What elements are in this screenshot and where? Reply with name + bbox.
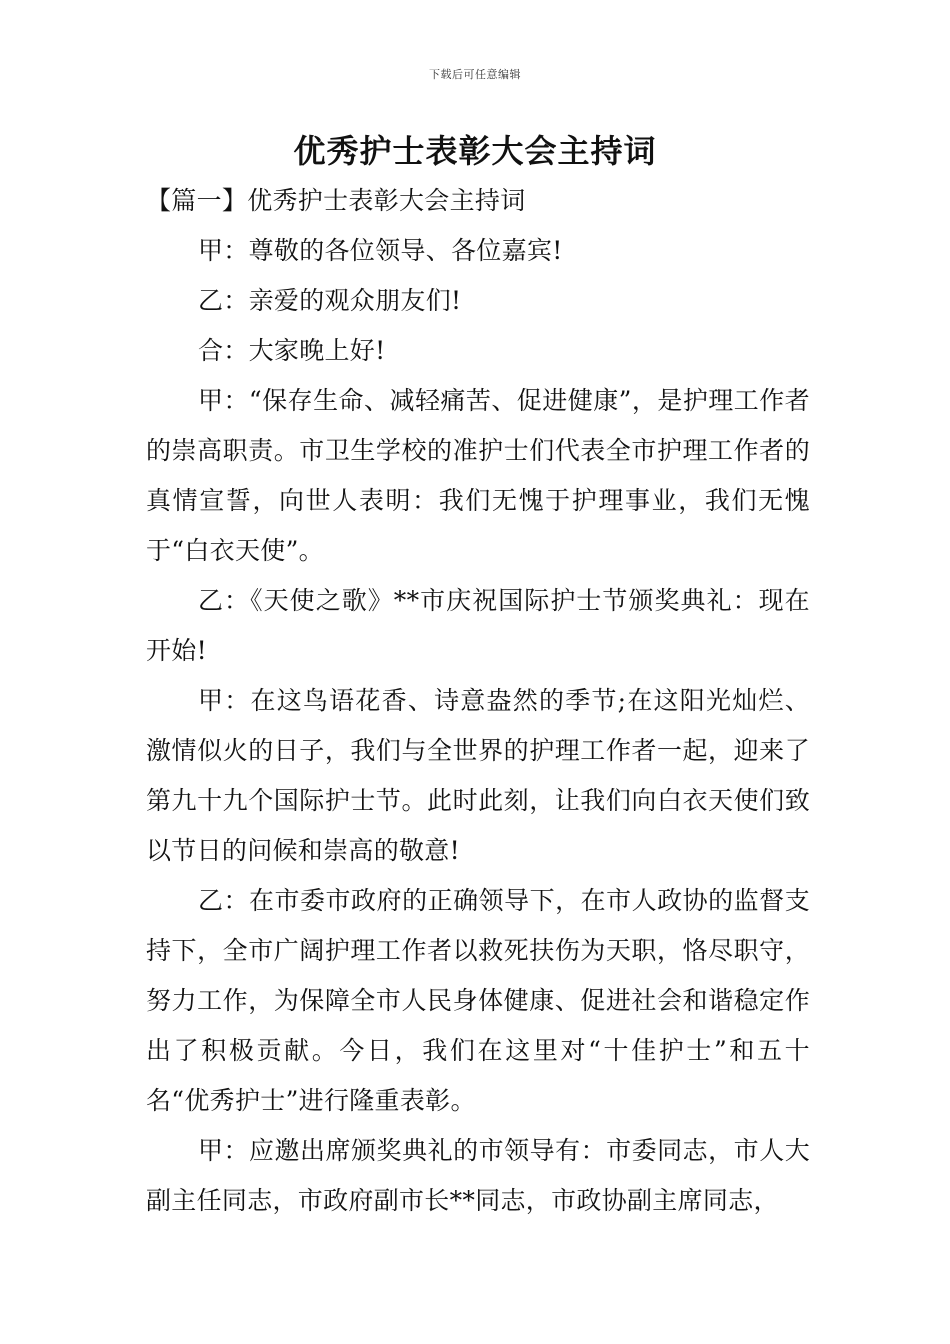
paragraph: 甲：“保存生命、减轻痛苦、促进健康”，是护理工作者的崇高职责。市卫生学校的准护士们代表全市护理工作者的真情宣誓，向世人表明：我们无愧于护理事业，我们无愧于“白衣天使”。 [146, 386, 810, 565]
paragraph: 甲：应邀出席颁奖典礼的市领导有：市委同志，市人大副主任同志，市政府副市长**同志，市政协副主席同志， [146, 1136, 810, 1215]
document-body [146, 176, 810, 1226]
paragraph: 乙：《天使之歌》**市庆祝国际护士节颁奖典礼：现在开始! [146, 586, 810, 665]
paragraph: 乙：在市委市政府的正确领导下，在市人政协的监督支持下，全市广阔护理工作者以救死扶伤为天职，恪尽职守，努力工作，为保障全市人民身体健康、促进社会和谐稳定作出了积极贡献。今日，我们在这里对“十佳护士”和五十名“优秀护士”进行隆重表彰。 [146, 886, 810, 1115]
paragraph: 乙：亲爱的观众朋友们! [198, 286, 462, 315]
document-title: 优秀护士表彰大会主持词 [293, 132, 657, 170]
section-heading: 【篇一】优秀护士表彰大会主持词 [146, 186, 526, 215]
paragraph: 合：大家晚上好! [198, 336, 386, 365]
paragraph: 甲：在这鸟语花香、诗意盎然的季节;在这阳光灿烂、激情似火的日子，我们与全世界的护理工作者一起，迎来了第九十九个国际护士节。此时此刻，让我们向白衣天使们致以节日的问候和崇高的敬意! [146, 686, 810, 865]
paragraph: 甲：尊敬的各位领导、各位嘉宾! [198, 236, 563, 265]
header-note: 下载后可任意编辑 [429, 68, 521, 81]
